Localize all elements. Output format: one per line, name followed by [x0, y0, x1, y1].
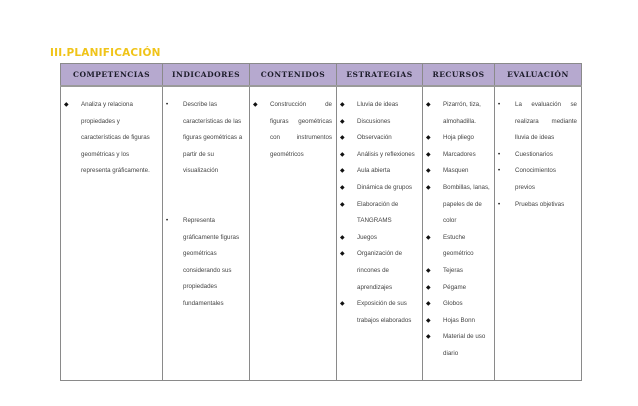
- bullet-icon: ◆: [340, 201, 345, 208]
- competencias-list: [65, 97, 158, 180]
- cell-contenidos: [250, 86, 337, 381]
- bullet-icon: ◆: [426, 135, 431, 142]
- cell-indicadores: [163, 86, 250, 381]
- list-item: • Pruebas objetivas: [499, 197, 577, 214]
- bullet-icon: ◆: [340, 184, 345, 191]
- header-estrategias: ESTRATEGIAS: [337, 64, 423, 87]
- header-recursos: RECURSOS: [423, 64, 495, 87]
- list-item: ◆ Dinámica de grupos: [341, 180, 418, 197]
- bullet-icon: •: [498, 201, 501, 208]
- list-item: ◆ Hojas Bonn: [427, 313, 490, 330]
- bullet-icon: ◆: [340, 168, 345, 175]
- planning-table: [60, 63, 582, 381]
- bullet-icon: •: [498, 168, 501, 175]
- bullet-icon: ◆: [340, 102, 345, 108]
- bullet-icon: ◆: [253, 102, 258, 108]
- list-item: ◆ Organización de rincones de aprendizajes: [341, 246, 418, 296]
- evaluacion-list: [499, 97, 577, 213]
- header-competencias: COMPETENCIAS: [61, 64, 163, 87]
- list-item: ◆ Lluvia de ideas: [341, 97, 418, 114]
- bullet-icon: ◆: [340, 234, 345, 241]
- bullet-icon: ◆: [426, 317, 431, 324]
- bullet-icon: ◆: [426, 184, 431, 191]
- list-item: ◆ Material de uso diario: [427, 329, 490, 362]
- list-item: ◆ Bombillas, lanas, papeles de de color: [427, 180, 490, 230]
- list-item: ◆ Discusiones: [341, 114, 418, 131]
- bullet-icon: ◆: [340, 151, 345, 158]
- list-item: ◆ Pizarrón, tiza, almohadilla.: [427, 97, 490, 130]
- list-item: ◆ Tejeras: [427, 263, 490, 280]
- list-item: ◆ Masquen: [427, 163, 490, 180]
- indicadores-list: [167, 97, 245, 313]
- bullet-icon: ◆: [340, 251, 345, 258]
- list-item: ◆ Elaboración de TANGRAMS: [341, 197, 418, 230]
- bullet-icon: ◆: [426, 151, 431, 158]
- body-row: [61, 86, 582, 381]
- list-item: ◆ Aula abierta: [341, 163, 418, 180]
- bullet-icon: •: [498, 102, 501, 108]
- bullet-icon: •: [166, 102, 169, 108]
- bullet-icon: ◆: [426, 267, 431, 274]
- bullet-icon: ◆: [340, 135, 345, 142]
- bullet-icon: ◆: [426, 168, 431, 175]
- header-evaluacion: EVALUACIÓN: [495, 64, 582, 87]
- list-item: • Cuestionarios: [499, 147, 577, 164]
- list-item: ◆ Observación: [341, 130, 418, 147]
- bullet-icon: ◆: [426, 234, 431, 241]
- list-item: ◆ Análisis y reflexiones: [341, 147, 418, 164]
- cell-evaluacion: [495, 86, 582, 381]
- cell-estrategias: [337, 86, 423, 381]
- cell-recursos: [423, 86, 495, 381]
- cell-competencias: [61, 86, 163, 381]
- bullet-icon: •: [166, 217, 169, 224]
- list-item: • Describe las características de las figuras geométricas a partir de su visualización: [167, 97, 245, 180]
- bullet-icon: ◆: [64, 102, 69, 108]
- list-item: ◆ Analiza y relaciona propiedades y características de figuras geométricas y los representa gráficamente.: [65, 97, 158, 180]
- bullet-icon: ◆: [340, 301, 345, 308]
- list-item: ◆ Globos: [427, 296, 490, 313]
- list-item: ◆ Marcadores: [427, 147, 490, 164]
- list-item: ◆ Pégame: [427, 280, 490, 297]
- bullet-icon: ◆: [340, 118, 345, 125]
- contenidos-list: [254, 97, 332, 163]
- bullet-icon: •: [498, 151, 501, 158]
- header-indicadores: INDICADORES: [163, 64, 250, 87]
- bullet-icon: ◆: [426, 102, 431, 108]
- header-contenidos: CONTENIDOS: [250, 64, 337, 87]
- header-row: [61, 64, 582, 87]
- list-item: ◆ Estuche geométrico: [427, 230, 490, 263]
- section-title: III.PLANIFICACIÓN: [50, 47, 161, 59]
- list-item: ◆ Juegos: [341, 230, 418, 247]
- bullet-icon: ◆: [426, 284, 431, 291]
- list-item: ◆ Hoja pliego: [427, 130, 490, 147]
- list-item: • Representa gráficamente figuras geométricas considerando sus propiedades fundamentales: [167, 213, 245, 313]
- bullet-icon: ◆: [426, 301, 431, 308]
- list-item: ◆ Exposición de sus trabajos elaborados: [341, 296, 418, 329]
- bullet-icon: ◆: [426, 334, 431, 341]
- estrategias-list: [341, 97, 418, 329]
- list-item: ◆ Construcción de figuras geométricas con instrumentos geométricos: [254, 97, 332, 163]
- list-item: • La evaluación se realizara mediante lluvia de ideas: [499, 97, 577, 147]
- recursos-list: [427, 97, 490, 363]
- list-item: • Conocimientos previos: [499, 163, 577, 196]
